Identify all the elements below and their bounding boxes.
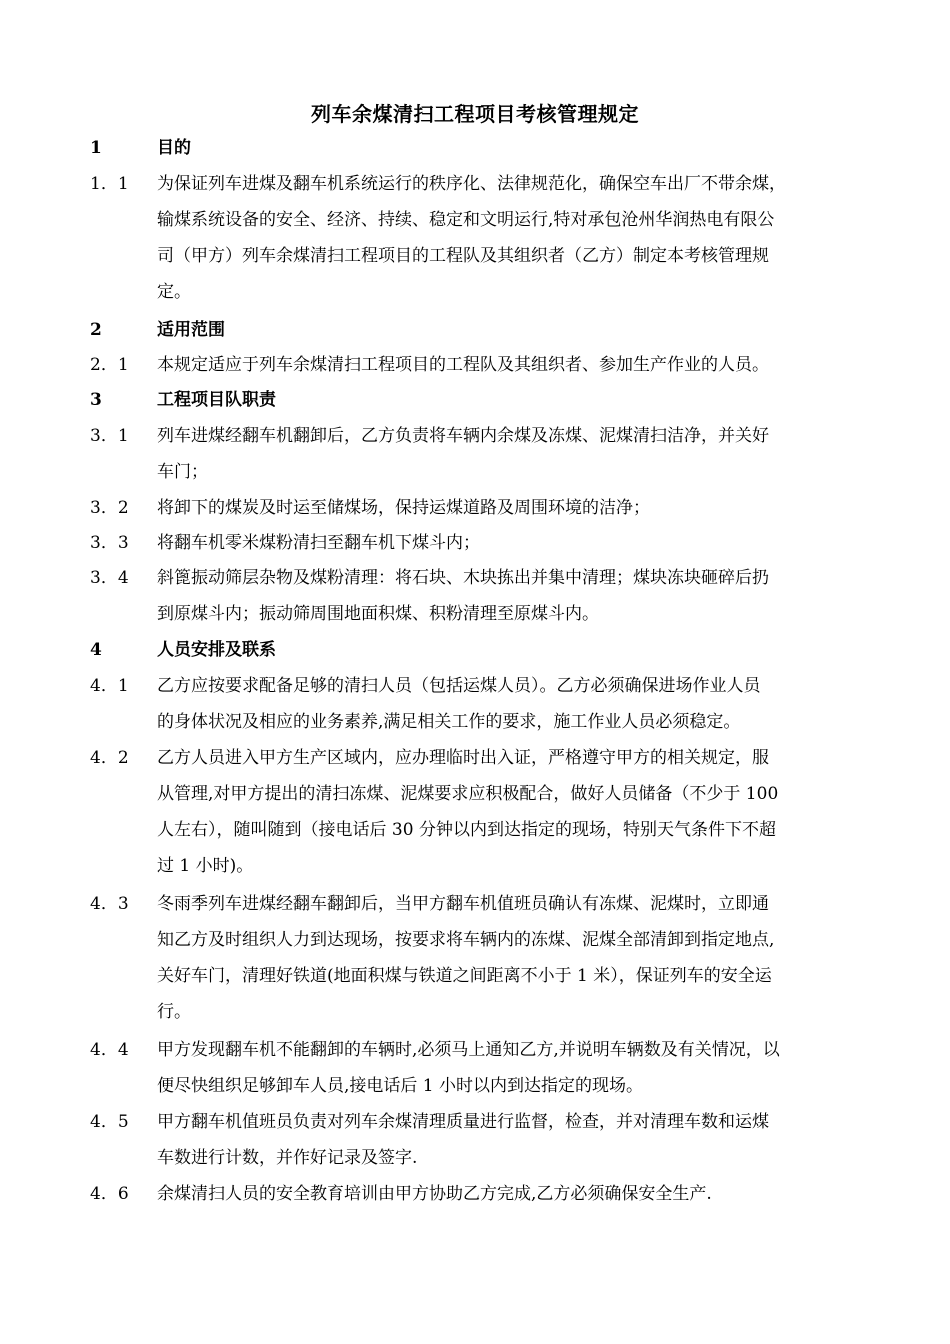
section-number: 3 (90, 390, 102, 410)
section-number: 4 (90, 640, 102, 660)
text-line: 斜篦振动筛层杂物及煤粉清理：将石块、木块拣出并集中清理；煤块冻块砸碎后扔 (157, 568, 769, 588)
clause-number: 3．3 (90, 533, 129, 553)
clause-text (157, 1032, 869, 1104)
clause-number: 4．6 (90, 1184, 129, 1204)
text-line: 到原煤斗内；振动筛周围地面积煤、积粉清理至原煤斗内。 (157, 604, 599, 624)
clause-text (157, 668, 869, 740)
section-title: 工程项目队职责 (157, 390, 276, 410)
text-line: 从管理,对甲方提出的清扫冻煤、泥煤要求应积极配合，做好人员储备（不少于 100 (157, 784, 779, 804)
clause-text (157, 1176, 869, 1212)
clause-number: 4．4 (90, 1040, 129, 1060)
text-line: 乙方人员进入甲方生产区域内，应办理临时出入证，严格遵守甲方的相关规定，服 (157, 748, 769, 768)
text-line: 甲方发现翻车机不能翻卸的车辆时,必须马上通知乙方,并说明车辆数及有关情况，以 (157, 1040, 780, 1060)
text-line: 冬雨季列车进煤经翻车翻卸后，当甲方翻车机值班员确认有冻煤、泥煤时，立即通 (157, 894, 769, 914)
clause-text (157, 490, 869, 526)
section-number: 2 (90, 320, 102, 340)
clause-number: 4．2 (90, 748, 129, 768)
clause-number: 4．3 (90, 894, 129, 914)
clause-number: 3．2 (90, 498, 129, 518)
text-line: 将卸下的煤炭及时运至储煤场，保持运煤道路及周围环境的洁净； (157, 498, 650, 518)
clause-number: 2．1 (90, 355, 129, 375)
section-title: 适用范围 (157, 320, 225, 340)
clause-text (157, 560, 869, 632)
text-line: 关好车门，清理好铁道(地面积煤与铁道之间距离不小于 1 米），保证列车的安全运 (157, 966, 772, 986)
clause-text (157, 525, 869, 561)
clause-text (157, 347, 869, 383)
text-line: 车门； (157, 462, 208, 482)
clause-number: 3．4 (90, 568, 129, 588)
text-line: 为保证列车进煤及翻车机系统运行的秩序化、法律规范化，确保空车出厂不带余煤， (157, 174, 786, 194)
section-title: 人员安排及联系 (157, 640, 276, 660)
text-line: 司（甲方）列车余煤清扫工程项目的工程队及其组织者（乙方）制定本考核管理规 (157, 246, 769, 266)
clause-number: 1．1 (90, 174, 129, 194)
section-number: 1 (90, 138, 102, 158)
text-line: 过 1 小时)。 (157, 856, 254, 876)
text-line: 车数进行计数，并作好记录及签字. (157, 1148, 418, 1168)
document-title: 列车余煤清扫工程项目考核管理规定 (311, 102, 639, 126)
text-line: 便尽快组织足够卸车人员,接电话后 1 小时以内到达指定的现场。 (157, 1076, 644, 1096)
text-line: 甲方翻车机值班员负责对列车余煤清理质量进行监督，检查，并对清理车数和运煤 (157, 1112, 769, 1132)
text-line: 的身体状况及相应的业务素养,满足相关工作的要求，施工作业人员必须稳定。 (157, 712, 741, 732)
clause-text (157, 886, 869, 1030)
clause-number: 4．5 (90, 1112, 129, 1132)
clause-number: 4．1 (90, 676, 129, 696)
text-line: 余煤清扫人员的安全教育培训由甲方协助乙方完成,乙方必须确保安全生产. (157, 1184, 712, 1204)
text-line: 行。 (157, 1002, 191, 1022)
text-line: 本规定适应于列车余煤清扫工程项目的工程队及其组织者、参加生产作业的人员。 (157, 355, 769, 375)
text-line: 人左右），随叫随到（接电话后 30 分钟以内到达指定的现场，特别天气条件下不超 (157, 820, 776, 840)
text-line: 知乙方及时组织人力到达现场，按要求将车辆内的冻煤、泥煤全部清卸到指定地点, (157, 930, 775, 950)
text-line: 输煤系统设备的安全、经济、持续、稳定和文明运行,特对承包沧州华润热电有限公 (157, 210, 775, 230)
clause-text (157, 166, 869, 310)
text-line: 将翻车机零米煤粉清扫至翻车机下煤斗内； (157, 533, 480, 553)
clause-number: 3．1 (90, 426, 129, 446)
text-line: 定。 (157, 282, 191, 302)
clause-text (157, 1104, 869, 1176)
text-line: 乙方应按要求配备足够的清扫人员（包括运煤人员）。乙方必须确保进场作业人员 (157, 676, 761, 696)
clause-text (157, 418, 869, 490)
section-title: 目的 (157, 138, 191, 158)
text-line: 列车进煤经翻车机翻卸后，乙方负责将车辆内余煤及冻煤、泥煤清扫洁净，并关好 (157, 426, 769, 446)
clause-text (157, 740, 869, 884)
